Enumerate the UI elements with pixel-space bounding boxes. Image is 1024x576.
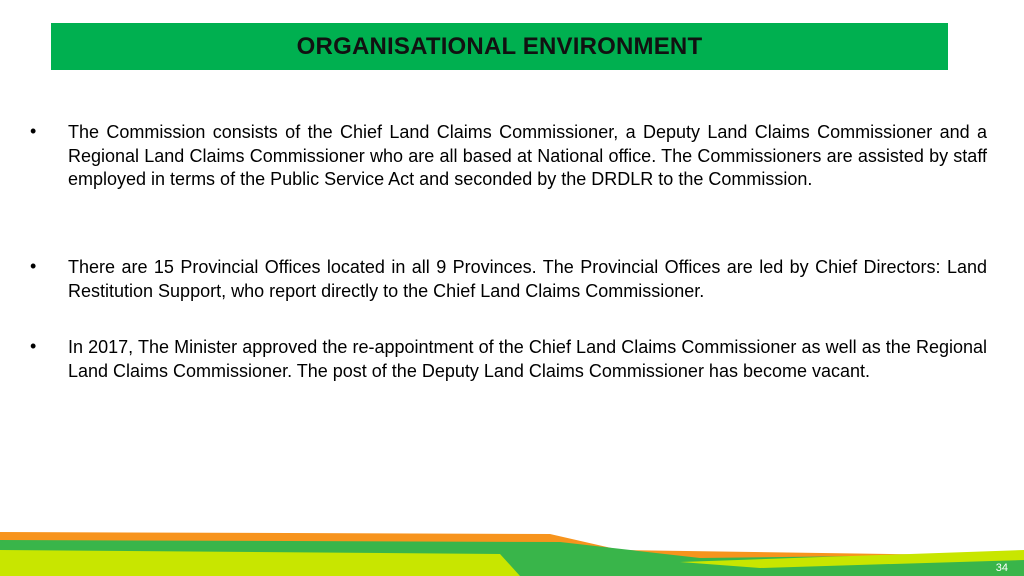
bullet-icon: • [30,121,37,141]
bullet-item [30,336,987,383]
bullet-item [30,256,987,303]
slide-title: ORGANISATIONAL ENVIRONMENT [296,32,703,60]
bullet-text: In 2017, The Minister approved the re-appointment of the Chief Land Claims Commissioner as well as the Regional Land Claims Commissioner. The post of the Deputy Land Claims Commissioner has become vacant. [68,337,987,381]
footer-yellow-band [0,550,520,576]
bullet-item [30,121,987,192]
bullet-icon: • [30,256,37,276]
bullet-text: There are 15 Provincial Offices located in all 9 Provinces. The Provincial Offices are led by Chief Directors: Land Restitution Support, who report directly to the Chief Land Claims Commissioner. [68,257,987,301]
footer-decoration [0,520,1024,576]
bullet-text: The Commission consists of the Chief Land Claims Commissioner, a Deputy Land Claims Commissioner and a Regional Land Claims Commissioner who are all based at National office. The Commissioners are assisted by staff employed in terms of the Public Service Act and seconded by the DRDLR to the Commission. [68,122,987,189]
page-number: 34 [995,562,1008,574]
bullet-icon: • [30,336,37,356]
